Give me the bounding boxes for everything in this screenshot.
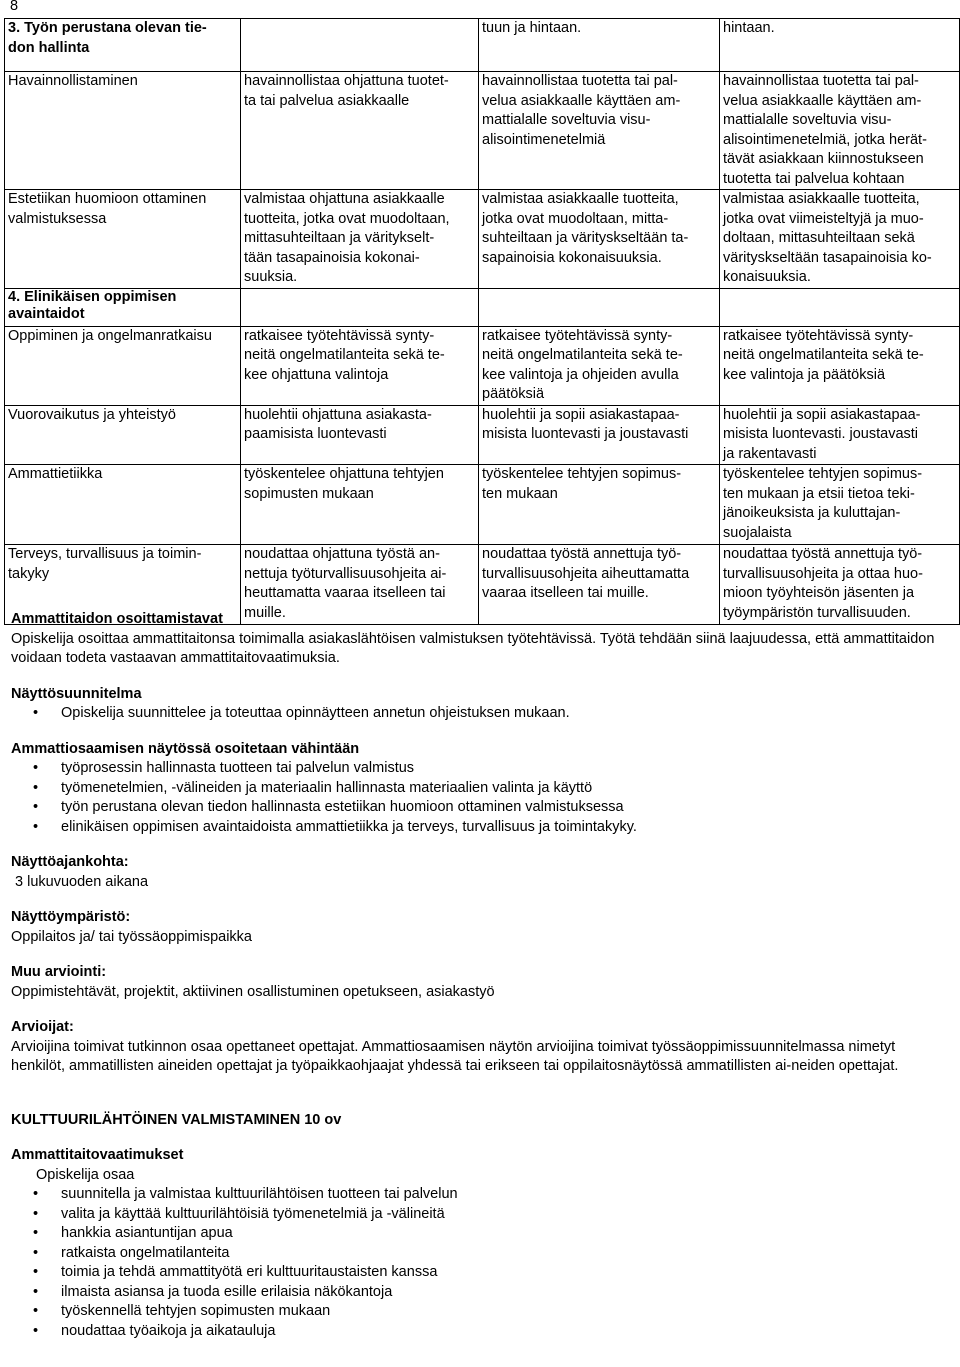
criteria-label: Ammattietiikka (5, 465, 241, 545)
skill-requirements-intro: Opiskelija osaa (36, 1166, 135, 1183)
level-good-cell: valmistaa asiakkaalle tuotteita, jotka ovat muodoltaan, mitta- suhteiltaan ja värityskseltään ta- sapainoisia kokonaisuuksia. (479, 190, 720, 289)
table-row (5, 326, 960, 405)
other-assessment-text: Oppimistehtävät, projektit, aktiivinen osallistuminen opetukseen, asiakastyö (11, 983, 495, 1000)
demonstration-methods-heading: Ammattitaidon osoittamistavat (11, 611, 223, 627)
table-cell (241, 288, 479, 326)
level-satisfactory-cell: huolehtii ohjattuna asiakasta- paamisista luontevasti (241, 405, 479, 465)
criteria-label: Estetiikan huomioon ottaminen valmistuksessa (5, 190, 241, 289)
list-item: • Opiskelija suunnittelee ja toteuttaa opinnäytteen annetun ohjeistuksen mukaan. (61, 704, 946, 724)
table-row (5, 405, 960, 465)
list-item: • ilmaista asiansa ja tuoda esille erilaisia näkökantoja (61, 1283, 946, 1303)
demonstration-methods-text: Opiskelija osoittaa ammattitaitonsa toimimalla asiakaslähtöisen valmistuksen työtehtävissä. Työtä tehdään siinä laajuudessa, että ammattitaidon voidaan todeta vastaavan ammattitaitovaatimuksia. (11, 630, 935, 666)
table-row (5, 72, 960, 190)
criteria-label: Terveys, turvallisuus ja toimin- takyky (5, 545, 241, 625)
level-excellent-cell: valmistaa asiakkaalle tuotteita, jotka ovat viimeisteltyjä ja muo- doltaan, mittasuhteiltaan sekä värityskseltään tasapainoisia ko- konaisuuksia. (720, 190, 960, 289)
level-excellent-cell: noudattaa työstä annettuja työ- turvallisuusohjeita ja ottaa huo- mioon työyhteisön jäsenten ja työympäristön turvallisuuden. (720, 545, 960, 625)
level-satisfactory-cell: valmistaa ohjattuna asiakkaalle tuotteita, jotka ovat muodoltaan, mittasuhteiltaan ja väritykselt- tään tasapainoisia kokonai- suuksia. (241, 190, 479, 289)
assessment-criteria-table (4, 18, 960, 625)
level-satisfactory-cell: työskentelee ohjattuna tehtyjen sopimusten mukaan (241, 465, 479, 545)
environment-heading: Näyttöympäristö: (11, 909, 131, 925)
assessors-heading: Arvioijat: (11, 1019, 74, 1035)
demonstration-plan-heading: Näyttösuunnitelma (11, 685, 142, 702)
criteria-section-4-title: 4. Elinikäisen oppimisen avaintaidot (5, 288, 241, 326)
list-item: • hankkia asiantuntijan apua (61, 1224, 946, 1244)
table-cell: hintaan. (720, 19, 960, 72)
list-item: • työmenetelmien, -välineiden ja materiaalin hallinnasta materiaalien valinta ja käyttö (61, 779, 946, 799)
environment-text: Oppilaitos ja/ tai työssäoppimispaikka (11, 928, 252, 945)
demonstration-plan-list (11, 704, 946, 724)
level-satisfactory-cell: ratkaisee työtehtävissä synty- neitä ongelmatilanteita sekä te- kee ohjattuna valintoja (241, 326, 479, 405)
page-number: 8 (10, 0, 19, 14)
list-item: • toimia ja tehdä ammattityötä eri kulttuuritaustaisten kanssa (61, 1263, 946, 1283)
list-item: • noudattaa työaikoja ja aikatauluja (61, 1322, 946, 1342)
criteria-label: Havainnollistaminen (5, 72, 241, 190)
level-excellent-cell: työskentelee tehtyjen sopimus- ten mukaan ja etsii tietoa teki- jänoikeuksista ja kuluttajan- suojalaista (720, 465, 960, 545)
level-excellent-cell: havainnollistaa tuotetta tai pal- velua asiakkaalle käyttäen am- mattialalle soveltuvia visu- alisointimenetelmiä, jotka herät- tävät asiakkaan kiinnostukseen tuotetta tai palvelua kohtaan (720, 72, 960, 190)
table-row (5, 288, 960, 326)
criteria-label: Oppiminen ja ongelmanratkaisu (5, 326, 241, 405)
skill-requirements-heading: Ammattitaitovaatimukset (11, 1147, 184, 1163)
list-item: • valita ja käyttää kulttuurilähtöisiä työmenetelmiä ja -välineitä (61, 1205, 946, 1225)
list-item: • suunnitella ja valmistaa kulttuurilähtöisen tuotteen tai palvelun (61, 1185, 946, 1205)
level-excellent-cell: huolehtii ja sopii asiakastapaa- misista luontevasti. joustavasti ja rakentavasti (720, 405, 960, 465)
criteria-label: Vuorovaikutus ja yhteistyö (5, 405, 241, 465)
level-satisfactory-cell: havainnollistaa ohjattuna tuotet- ta tai palvelua asiakkaalle (241, 72, 479, 190)
minimum-competence-heading: Ammattiosaamisen näytössä osoitetaan vähintään (11, 740, 360, 757)
level-excellent-cell: ratkaisee työtehtävissä synty- neitä ongelmatilanteita sekä te- kee valintoja ja päätöksiä (720, 326, 960, 405)
list-item: • työprosessin hallinnasta tuotteen tai palvelun valmistus (61, 759, 946, 779)
table-cell (479, 288, 720, 326)
assessors-text: Arvioijina toimivat tutkinnon osaa opettaneet opettajat. Ammattiosaamisen näytön arvioijina toimivat työssäoppimissuunnitelmassa nimetyt henkilöt, ammatillisten aineiden opettajat ja työpaikkaohjaajat yhdessä tai erikseen tai oppilaitosnäytössä ammatillisten ai-neiden opettajat. (11, 1038, 899, 1074)
timing-text: 3 lukuvuoden aikana (15, 873, 149, 890)
table-cell: tuun ja hintaan. (479, 19, 720, 72)
level-good-cell: ratkaisee työtehtävissä synty- neitä ongelmatilanteita sekä te- kee valintoja ja ohjeiden avulla päätöksiä (479, 326, 720, 405)
timing-heading: Näyttöajankohta: (11, 854, 129, 870)
document-body (11, 610, 946, 1341)
level-good-cell: havainnollistaa tuotetta tai pal- velua asiakkaalle käyttäen am- mattialalle soveltuvia visu- alisointimenetelmiä (479, 72, 720, 190)
table-row (5, 465, 960, 545)
list-item: • työn perustana olevan tiedon hallinnasta estetiikan huomioon ottaminen valmistuksessa (61, 798, 946, 818)
level-satisfactory-cell: noudattaa ohjattuna työstä an- nettuja työturvallisuusohjeita ai- heuttamatta vaaraa itselleen tai muille. (241, 545, 479, 625)
other-assessment-heading: Muu arviointi: (11, 964, 107, 980)
table-cell (720, 288, 960, 326)
table-row-header (5, 19, 960, 72)
level-good-cell: noudattaa työstä annettuja työ- turvallisuusohjeita aiheuttamatta vaaraa itselleen tai muille. (479, 545, 720, 625)
criteria-section-3-title: 3. Työn perustana olevan tie- don hallinta (5, 19, 241, 72)
table-row (5, 190, 960, 289)
list-item: • työskennellä tehtyjen sopimusten mukaan (61, 1302, 946, 1322)
level-good-cell: huolehtii ja sopii asiakastapaa- misista luontevasti ja joustavasti (479, 405, 720, 465)
minimum-competence-list (11, 759, 946, 837)
list-item: • elinikäisen oppimisen avaintaidoista ammattietiikka ja terveys, turvallisuus ja toimintakyky. (61, 818, 946, 838)
module-title: KULTTUURILÄHTÖINEN VALMISTAMINEN 10 ov (11, 1111, 342, 1128)
skill-requirements-list (11, 1185, 946, 1341)
table-cell (241, 19, 479, 72)
level-good-cell: työskentelee tehtyjen sopimus- ten mukaan (479, 465, 720, 545)
list-item: • ratkaista ongelmatilanteita (61, 1244, 946, 1264)
